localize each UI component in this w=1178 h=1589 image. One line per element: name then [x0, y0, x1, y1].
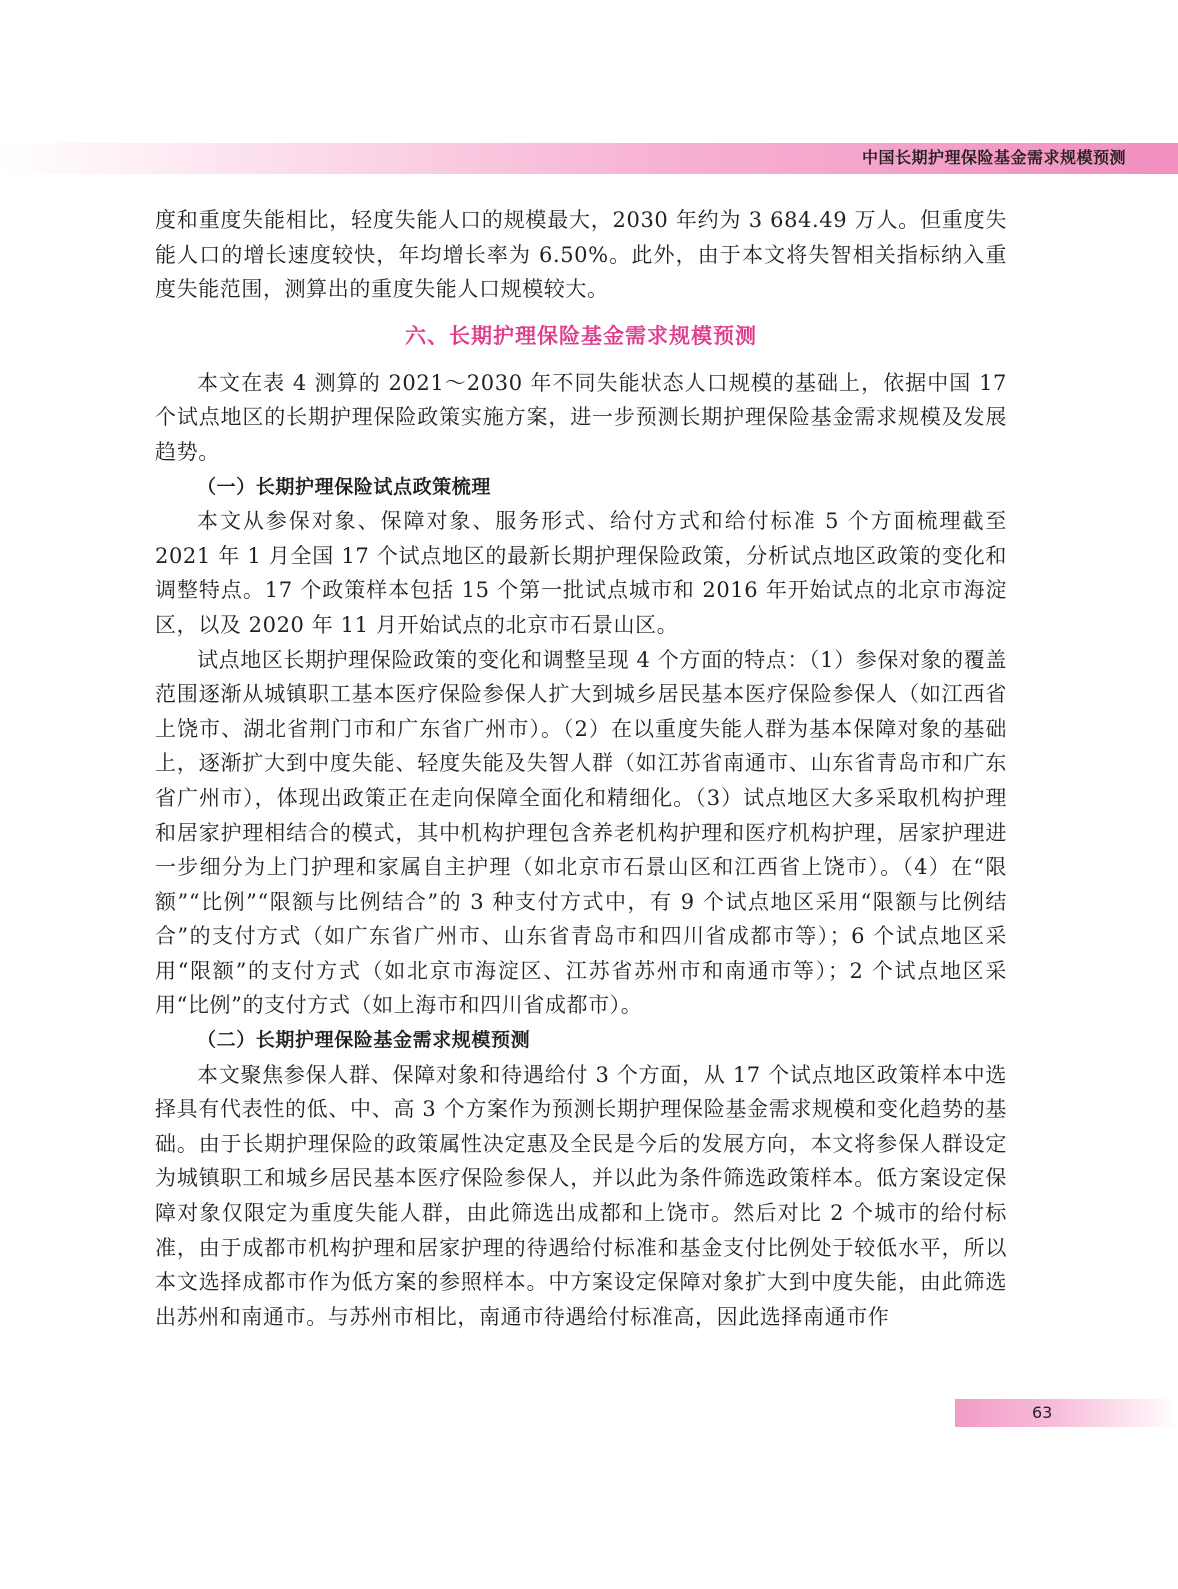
section-title: 六、长期护理保险基金需求规模预测 — [405, 323, 757, 348]
subsection-1-paragraph-2: 试点地区长期护理保险政策的变化和调整呈现 4 个方面的特点：（1）参保对象的覆盖范围逐渐从城镇职工基本医疗保险参保人扩大到城乡居民基本医疗保险参保人（如江西省上饶市、湖北省荆门市和广东省广州市）。（2）在以重度失能人群为基本保障对象的基础上，逐渐扩大到中度失能、轻度失能及失智人群（如江苏省南通市、山东省青岛市和广东省广州市），体现出政策正在走向保障全面化和精细化。（3）试点地区大多采取机构护理和居家护理相结合的模式，其中机构护理包含养老机构护理和医疗机构护理，居家护理进一步细分为上门护理和家属自主护理（如北京市石景山区和江西省上饶市）。（4）在“限额”“比例”“限额与比例结合”的 3 种支付方式中，有 9 个试点地区采用“限额与比例结合”的支付方式（如广东省广州市、山东省青岛市和四川省成都市等）；6 个试点地区采用“限额”的支付方式（如北京市海淀区、江苏省苏州市和南通市等）；2 个试点地区采用“比例”的支付方式（如上海市和四川省成都市）。 — [155, 647, 1007, 1018]
subsection-title-2: （二）长期护理保险基金需求规模预测 — [197, 1029, 531, 1052]
intro-paragraph: 本文在表 4 测算的 2021～2030 年不同失能状态人口规模的基础上，依据中国 17 个试点地区的长期护理保险政策实施方案，进一步预测长期护理保险基金需求规模及发展趋势。 — [155, 370, 1007, 464]
page-number: 63 — [1032, 1403, 1053, 1422]
running-title: 中国长期护理保险基金需求规模预测 — [861, 148, 1126, 167]
subsection-title-1: （一）长期护理保险试点政策梳理 — [197, 475, 492, 498]
subsection-1-paragraph-1: 本文从参保对象、保障对象、服务形式、给付方式和给付标准 5 个方面梳理截至 2021 年 1 月全国 17 个试点地区的最新长期护理保险政策，分析试点地区政策的变化和调整特点。17 个政策样本包括 15 个第一批试点城市和 2016 年开始试点的北京市海淀区，以及 2020 年 11 月开始试点的北京市石景山区。 — [155, 509, 1007, 637]
subsection-2-paragraph-1: 本文聚焦参保人群、保障对象和待遇给付 3 个方面，从 17 个试点地区政策样本中选择具有代表性的低、中、高 3 个方案作为预测长期护理保险基金需求规模和变化趋势的基础。由于长期护理保险的政策属性决定惠及全民是今后的发展方向，本文将参保人群设定为城镇职工和城乡居民基本医疗保险参保人，并以此为条件筛选政策样本。低方案设定保障对象仅限定为重度失能人群，由此筛选出成都和上饶市。然后对比 2 个城市的给付标准，由于成都市机构护理和居家护理的待遇给付标准和基金支付比例处于较低水平，所以本文选择成都市作为低方案的参照样本。中方案设定保障对象扩大到中度失能，由此筛选出苏州和南通市。与苏州市相比，南通市待遇给付标准高，因此选择南通市作 — [155, 1062, 1007, 1329]
page-body — [155, 203, 1007, 1334]
footer-band — [955, 1399, 1178, 1427]
continuation-paragraph: 度和重度失能相比，轻度失能人口的规模最大，2030 年约为 3 684.49 万人。但重度失能人口的增长速度较快，年均增长率为 6.50%。此外，由于本文将失智相关指标纳入重度失能范围，测算出的重度失能人口规模较大。 — [155, 208, 1007, 302]
